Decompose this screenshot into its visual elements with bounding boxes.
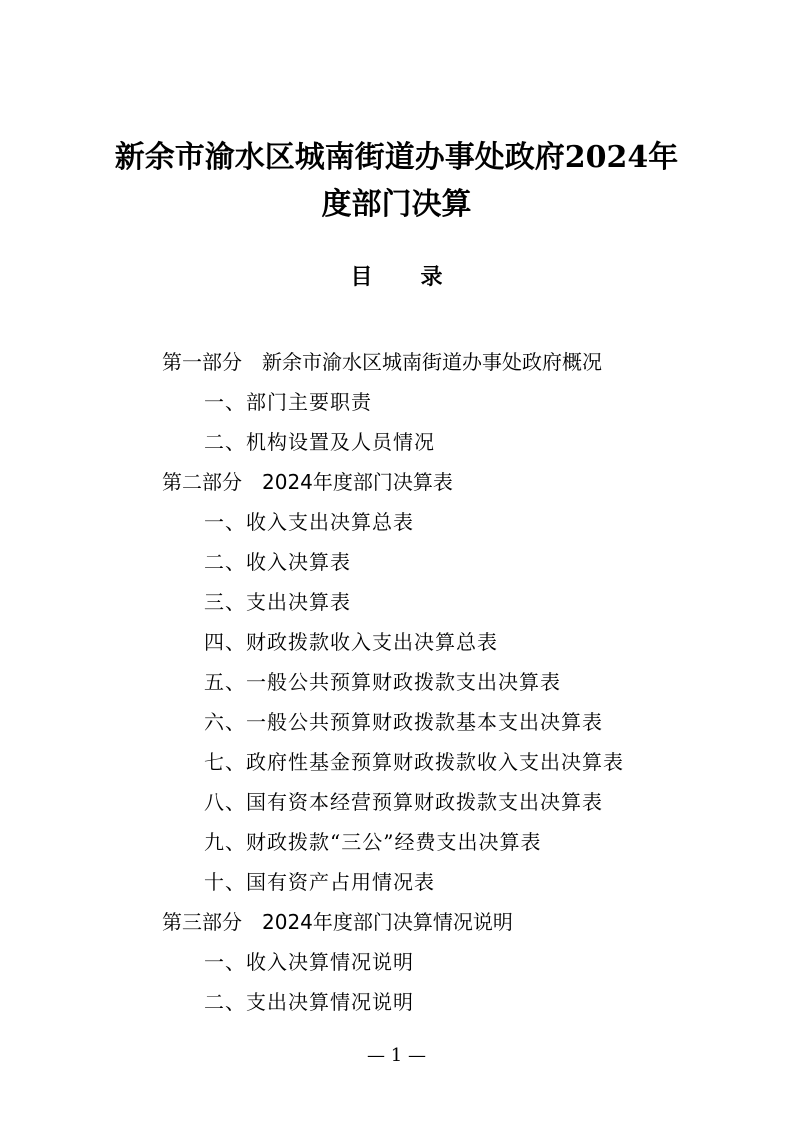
toc-item[interactable]: 二、支出决算情况说明 [204, 990, 414, 1014]
document-title-line-1: 新余市渝水区城南街道办事处政府2024年 [114, 140, 679, 175]
toc-item[interactable]: 五、一般公共预算财政拨款支出决算表 [204, 670, 561, 694]
toc-heading: 目录 [350, 265, 491, 290]
toc-part-3[interactable] [162, 908, 513, 936]
toc-part-2[interactable] [162, 468, 453, 496]
toc-item[interactable]: 一、部门主要职责 [204, 390, 372, 414]
toc-item[interactable]: 三、支出决算表 [204, 590, 351, 614]
toc-part-number: 第二部分 [162, 470, 242, 494]
toc-item[interactable]: 一、收入支出决算总表 [204, 510, 414, 534]
toc-item[interactable]: 九、财政拨款“三公”经费支出决算表 [204, 830, 542, 854]
toc-part-number: 第一部分 [162, 350, 242, 374]
toc-item[interactable]: 十、国有资产占用情况表 [204, 870, 435, 894]
toc-part-title: 2024年度部门决算表 [262, 470, 453, 494]
toc-part-title: 新余市渝水区城南街道办事处政府概况 [262, 350, 602, 374]
toc-item[interactable]: 二、机构设置及人员情况 [204, 430, 435, 454]
toc-part-1[interactable] [162, 348, 602, 376]
toc-item[interactable]: 八、国有资本经营预算财政拨款支出决算表 [204, 790, 603, 814]
toc-part-title: 2024年度部门决算情况说明 [262, 910, 513, 934]
toc-part-number: 第三部分 [162, 910, 242, 934]
page-number: — 1 — [367, 1045, 426, 1066]
toc-item[interactable]: 七、政府性基金预算财政拨款收入支出决算表 [204, 750, 624, 774]
toc-item[interactable]: 二、收入决算表 [204, 550, 351, 574]
toc-item[interactable]: 一、收入决算情况说明 [204, 950, 414, 974]
toc-item[interactable]: 六、一般公共预算财政拨款基本支出决算表 [204, 710, 603, 734]
toc-item[interactable]: 四、财政拨款收入支出决算总表 [204, 630, 498, 654]
document-title-line-2: 度部门决算 [321, 187, 472, 222]
